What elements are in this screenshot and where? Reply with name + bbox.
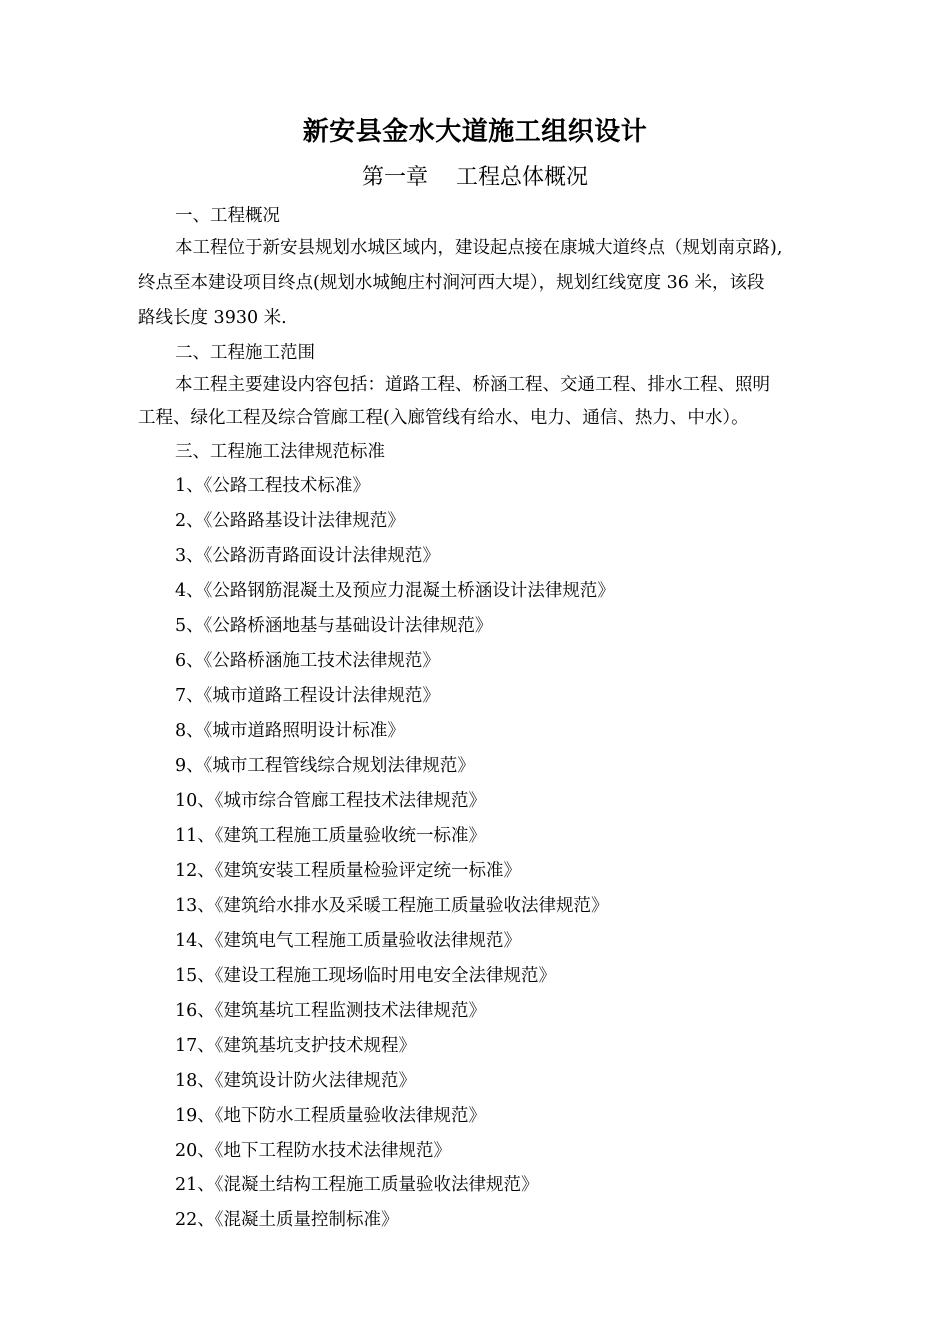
- standard-item-12: 12、《建筑安装工程质量检验评定统一标准》: [175, 861, 522, 881]
- section-heading-standards: 三、工程施工法律规范标准: [175, 442, 385, 462]
- chapter-name: 工程总体概况: [456, 165, 589, 190]
- standard-item-13: 13、《建筑给水排水及采暖工程施工质量验收法律规范》: [175, 896, 609, 916]
- overview-line-2: 终点至本建设项目终点(规划水城鲍庄村涧河西大堤），规划红线宽度 36 米，该段: [138, 273, 765, 293]
- standard-item-16: 16、《建筑基坑工程监测技术法律规范》: [175, 1001, 487, 1021]
- standard-item-9: 9、《城市工程管线综合规划法律规范》: [175, 756, 475, 776]
- overview-line-3: 路线长度 3930 米.: [138, 308, 287, 328]
- standard-item-18: 18、《建筑设计防火法律规范》: [175, 1071, 417, 1091]
- overview-line-1: 本工程位于新安县规划水城区域内，建设起点接在康城大道终点（规划南京路),: [175, 238, 783, 258]
- standard-item-6: 6、《公路桥涵施工技术法律规范》: [175, 651, 440, 671]
- section-heading-scope: 二、工程施工范围: [175, 343, 315, 363]
- standard-item-15: 15、《建设工程施工现场临时用电安全法律规范》: [175, 966, 557, 986]
- standard-item-11: 11、《建筑工程施工质量验收统一标准》: [175, 826, 487, 846]
- standard-item-1: 1、《公路工程技术标准》: [175, 476, 370, 496]
- standard-item-4: 4、《公路钢筋混凝土及预应力混凝土桥涵设计法律规范》: [175, 581, 615, 601]
- standard-item-8: 8、《城市道路照明设计标准》: [175, 721, 405, 741]
- standard-item-22: 22、《混凝土质量控制标准》: [175, 1210, 399, 1230]
- section-heading-overview: 一、工程概况: [175, 206, 280, 226]
- standard-item-17: 17、《建筑基坑支护技术规程》: [175, 1036, 417, 1056]
- standard-item-10: 10、《城市综合管廊工程技术法律规范》: [175, 791, 487, 811]
- standard-item-14: 14、《建筑电气工程施工质量验收法律规范》: [175, 931, 522, 951]
- standard-item-21: 21、《混凝土结构工程施工质量验收法律规范》: [175, 1175, 539, 1195]
- chapter-number: 第一章: [361, 165, 428, 190]
- standard-item-3: 3、《公路沥青路面设计法律规范》: [175, 546, 440, 566]
- standard-item-2: 2、《公路路基设计法律规范》: [175, 511, 405, 531]
- standard-item-7: 7、《城市道路工程设计法律规范》: [175, 686, 440, 706]
- standard-item-5: 5、《公路桥涵地基与基础设计法律规范》: [175, 616, 493, 636]
- scope-line-2: 工程、绿化工程及综合管廊工程(入廊管线有给水、电力、通信、热力、中水）。: [138, 408, 749, 428]
- chapter-heading: [0, 160, 950, 196]
- scope-line-1: 本工程主要建设内容包括：道路工程、桥涵工程、交通工程、排水工程、照明: [175, 375, 770, 395]
- document-title: 新安县金水大道施工组织设计: [302, 117, 648, 147]
- standard-item-20: 20、《地下工程防水技术法律规范》: [175, 1141, 452, 1161]
- standard-item-19: 19、《地下防水工程质量验收法律规范》: [175, 1106, 487, 1126]
